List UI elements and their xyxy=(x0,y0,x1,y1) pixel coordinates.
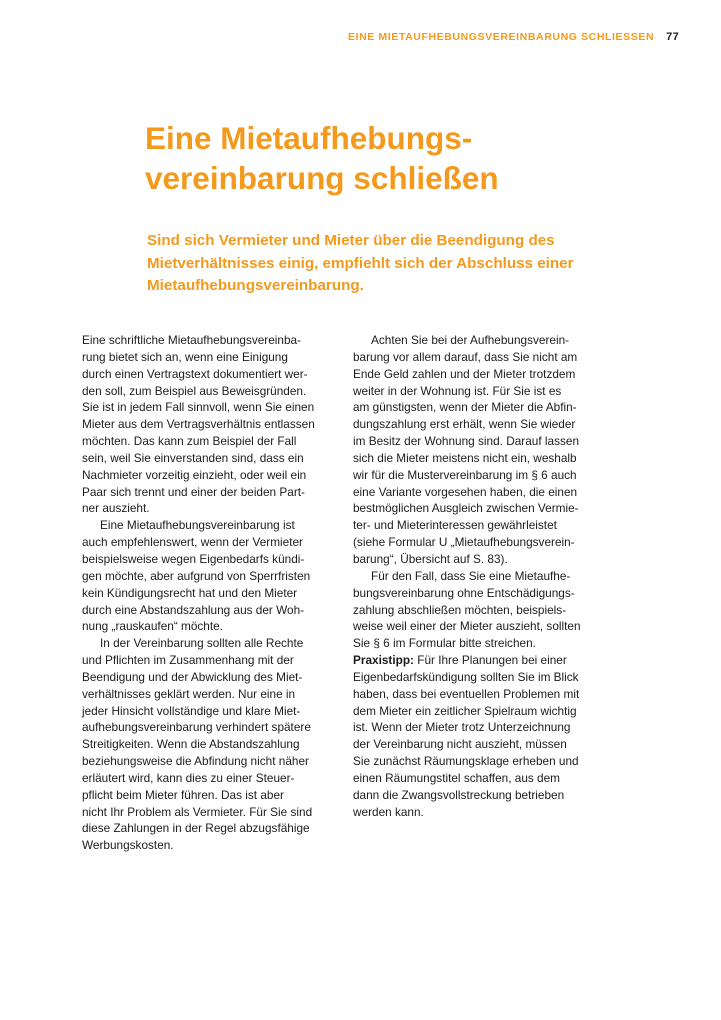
body-line: aufhebungsvereinbarung verhindert spätere xyxy=(82,720,311,735)
body-line: gen möchte, aber aufgrund von Sperrfristen xyxy=(82,568,311,583)
body-line: auch empfehlenswert, wenn der Vermieter xyxy=(82,535,303,550)
body-line: möchten. Das kann zum Beispiel der Fall xyxy=(82,434,297,449)
body-line: durch einen Vertragstext dokumentiert wer- xyxy=(82,366,308,381)
body-line: wir für die Mustervereinbarung im § 6 auch xyxy=(353,467,577,482)
chapter-title-line: vereinbarung schließen xyxy=(145,160,499,196)
body-line: Nachmieter vorzeitig einzieht, oder weil ein xyxy=(82,467,307,482)
body-column-left xyxy=(82,332,372,854)
praxistipp-line xyxy=(353,652,643,669)
body-line: ist. Wenn der Mieter trotz Unterzeichnung xyxy=(353,720,571,735)
body-line: Achten Sie bei der Aufhebungsverein- xyxy=(371,333,570,347)
body-line: Werbungskosten. xyxy=(82,838,174,853)
body-line: am günstigsten, wenn der Mieter die Abfin- xyxy=(353,400,577,415)
body-line: den soll, zum Beispiel aus Beweisgründen. xyxy=(82,383,307,398)
body-line: einen Räumungstitel schaffen, aus dem xyxy=(353,770,561,785)
lead-paragraph xyxy=(147,230,667,298)
body-line: verhältnisses geklärt werden. Nur eine in xyxy=(82,686,296,701)
body-line: dann die Zwangsvollstreckung betrieben xyxy=(353,787,565,802)
body-line: zahlung abschließen möchten, beispiels- xyxy=(353,602,567,617)
body-line: im Besitz der Wohnung sind. Darauf lassen xyxy=(353,434,580,449)
body-line: Sie zunächst Räumungsklage erheben und xyxy=(353,754,579,769)
body-line: beispielsweise wegen Eigenbedarfs kündi- xyxy=(82,551,305,566)
body-line: Eine schriftliche Mietaufhebungsvereinba- xyxy=(82,333,302,347)
body-line: Beendigung und der Abwicklung des Miet- xyxy=(82,669,303,684)
body-line: Für den Fall, dass Sie eine Mietaufhe- xyxy=(371,568,571,583)
body-line: Paar sich trennt und einer der beiden Part- xyxy=(82,484,305,499)
body-line: rung bietet sich an, wenn eine Einigung xyxy=(82,349,288,364)
body-line: pflicht beim Mieter führen. Das ist aber xyxy=(82,787,284,802)
lead-line: Sind sich Vermieter und Mieter über die Beendigung des xyxy=(147,232,555,249)
body-line: diese Zahlungen in der Regel abzugsfähige xyxy=(82,821,310,836)
praxistipp-label: Praxistipp: xyxy=(353,653,414,668)
lead-line: Mietaufhebungsvereinbarung. xyxy=(147,277,364,294)
body-line: Streitigkeiten. Wenn die Abstandszahlung xyxy=(82,737,300,752)
body-line: eine Variante vorgesehen haben, die einen xyxy=(353,484,578,499)
body-line: nicht Ihr Problem als Vermieter. Für Sie sind xyxy=(82,804,313,819)
chapter-title xyxy=(145,118,665,198)
body-line: durch eine Abstandszahlung aus der Woh- xyxy=(82,602,305,617)
body-line: Eigenbedarfskündigung sollten Sie im Blick xyxy=(353,669,579,684)
running-head xyxy=(348,31,679,43)
body-column-right xyxy=(353,332,643,820)
body-line: jeder Hinsicht vollständige und klare Miet- xyxy=(82,703,301,718)
chapter-title-line: Eine Mietaufhebungs- xyxy=(145,120,473,156)
lead-line: Mietverhältnisses einig, empfiehlt sich der Abschluss einer xyxy=(147,254,574,272)
body-line: werden kann. xyxy=(353,804,424,819)
body-line: Sie § 6 im Formular bitte streichen. xyxy=(353,636,536,651)
body-line: nung „rauskaufen“ möchte. xyxy=(82,619,223,634)
body-line: beziehungsweise die Abfindung nicht näher xyxy=(82,754,309,769)
body-line: und Pflichten im Zusammenhang mit der xyxy=(82,653,294,668)
body-line: dungszahlung erst erhält, wenn Sie wieder xyxy=(353,417,576,432)
body-line: weise weil einer der Mieter auszieht, sollten xyxy=(353,619,581,634)
body-line: kein Kündigungsrecht hat und den Mieter xyxy=(82,585,298,600)
body-line: sich die Mieter meistens nicht ein, weshalb xyxy=(353,450,577,465)
body-line: bestmöglichen Ausgleich zwischen Vermie- xyxy=(353,501,579,516)
body-line: ter- und Mieterinteressen gewährleistet xyxy=(353,518,557,533)
body-line: sein, weil Sie einverstanden sind, dass ein xyxy=(82,450,304,465)
body-line: weiter in der Wohnung ist. Für Sie ist es xyxy=(353,383,562,398)
running-title: EINE MIETAUFHEBUNGSVEREINBARUNG SCHLIESSEN xyxy=(347,31,655,43)
body-line: der Vereinbarung nicht auszieht, müssen xyxy=(353,737,567,752)
body-line: Sie ist in jedem Fall sinnvoll, wenn Sie einen xyxy=(82,400,315,415)
body-line: erläutert wird, kann dies zu einer Steuer- xyxy=(82,770,295,785)
body-line: Mieter aus dem Vertragsverhältnis entlassen xyxy=(82,417,315,432)
body-line: bungsvereinbarung ohne Entschädigungs- xyxy=(353,585,575,600)
page-number: 77 xyxy=(666,31,679,43)
body-line: Eine Mietaufhebungsvereinbarung ist xyxy=(100,518,295,533)
body-line: barung vor allem darauf, dass Sie nicht am xyxy=(353,349,578,364)
body-line: ner auszieht. xyxy=(82,501,150,516)
body-line: In der Vereinbarung sollten alle Rechte xyxy=(100,636,304,651)
body-line: haben, dass bei eventuellen Problemen mit xyxy=(353,686,580,701)
body-line: barung“, Übersicht auf S. 83). xyxy=(353,551,508,566)
body-line: dem Mieter ein zeitlicher Spielraum wichtig xyxy=(353,703,577,718)
body-line: Ende Geld zahlen und der Mieter trotzdem xyxy=(353,366,576,381)
body-text: Für Ihre Planungen bei einer xyxy=(413,653,567,668)
body-line: (siehe Formular U „Mietaufhebungsverein- xyxy=(353,535,575,550)
